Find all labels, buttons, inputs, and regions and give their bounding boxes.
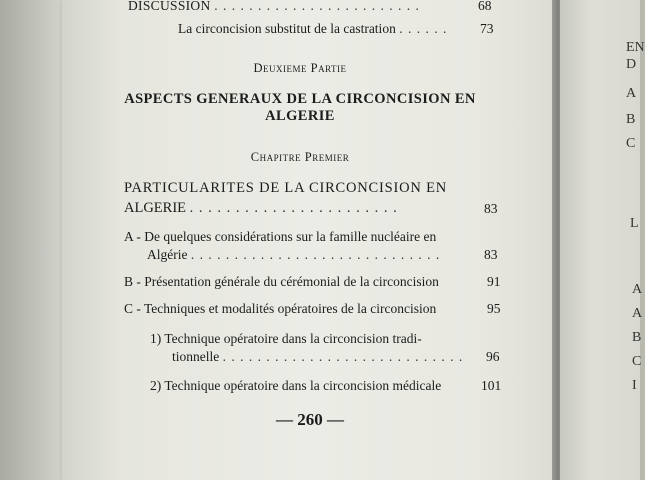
- part-title-line1: ASPECTS GENERAUX DE LA CIRCONCISION EN: [124, 91, 476, 107]
- toc-entry-substitut: [178, 21, 447, 37]
- toc-entry-c: C - Techniques et modalités opératoires de la circoncision: [124, 301, 437, 316]
- toc-dots: . . . . . . . . . . . . . . . . . . . . . . . . . . . . .: [190, 247, 441, 262]
- toc-entry-label: La circoncision substitut de la castration: [178, 21, 396, 36]
- toc-dots: . . . . . .: [399, 21, 448, 36]
- toc-dots: . . . . . . . . . . . . . . . . . . . . . . . .: [214, 0, 420, 13]
- toc-dots: . . . . . . . . . . . . . . . . . . . . . . . . . . . .: [222, 349, 464, 364]
- chapter-title-line2-row: [124, 200, 398, 216]
- toc-page-number: 68: [478, 0, 492, 13]
- next-page-letter: L: [630, 216, 639, 231]
- toc-page-number: 83: [484, 247, 498, 262]
- next-page-letter: C: [626, 136, 636, 151]
- toc-entry-label: DISCUSSION: [128, 0, 211, 13]
- next-page-letter: A: [632, 306, 643, 321]
- toc-entry-a-line1: A - De quelques considérations sur la famille nucléaire en: [124, 229, 437, 244]
- next-page: [560, 0, 645, 480]
- toc-page-number: 95: [487, 301, 501, 316]
- next-page-letter: D: [626, 57, 637, 72]
- next-page-letter: A: [632, 282, 643, 297]
- chapter-label: Chapitre Premier: [250, 150, 350, 164]
- toc-sub1-line2: [172, 349, 463, 365]
- next-page-letter: A: [626, 86, 637, 101]
- toc-entry-label: Algérie: [147, 247, 188, 262]
- toc-page-number: 91: [487, 274, 501, 289]
- toc-sub1-line1: 1) Technique opératoire dans la circoncision tradi-: [150, 331, 422, 346]
- toc-entry-discussion: [128, 0, 420, 14]
- toc-page-number: 73: [480, 21, 494, 36]
- toc-page-number: 101: [481, 378, 502, 393]
- toc-page-number: 96: [486, 349, 500, 364]
- toc-entry-a-line2: [147, 247, 440, 263]
- part-label: Deuxieme Partie: [253, 61, 347, 75]
- next-page-letter: B: [632, 330, 642, 345]
- part-title-line2: ALGERIE: [265, 108, 335, 124]
- page-number: — 260 —: [276, 410, 344, 429]
- next-page-letter: B: [626, 112, 636, 127]
- toc-entry-b: B - Présentation générale du cérémonial de la circoncision: [124, 274, 439, 289]
- toc-sub2: 2) Technique opératoire dans la circoncision médicale: [150, 378, 442, 393]
- next-page-letter: EN: [626, 40, 645, 55]
- next-page-letter: C: [632, 354, 642, 369]
- toc-page-number: 83: [484, 201, 498, 216]
- toc-entry-label: tionnelle: [172, 349, 220, 364]
- left-page-shadow: [0, 0, 70, 480]
- chapter-title-line2: ALGERIE: [124, 200, 187, 216]
- toc-dots: . . . . . . . . . . . . . . . . . . . . . . .: [189, 200, 398, 216]
- next-page-letter: I: [632, 378, 637, 393]
- chapter-title-line1: PARTICULARITES DE LA CIRCONCISION EN: [124, 180, 448, 196]
